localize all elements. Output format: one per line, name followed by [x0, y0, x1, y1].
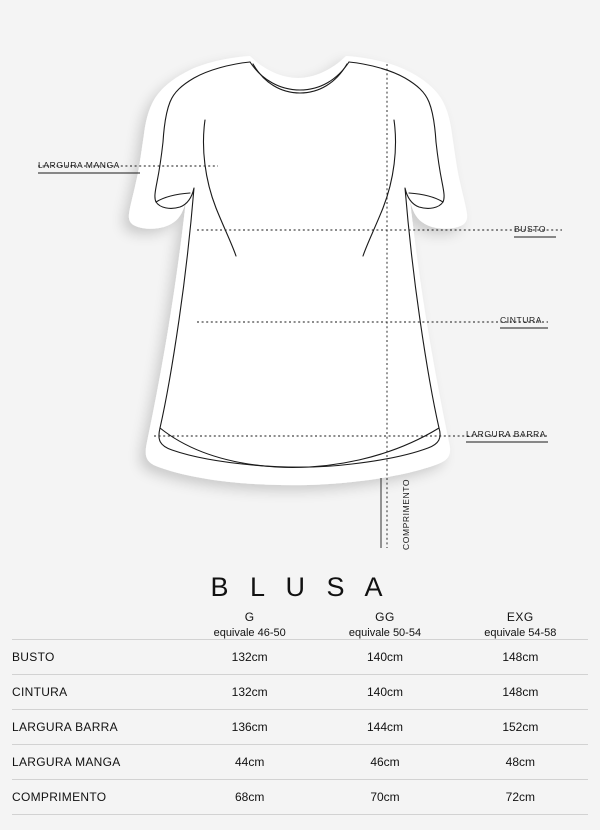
annotation-comprimento: COMPRIMENTO [401, 478, 411, 550]
header-size-exg [453, 610, 588, 640]
cell-largura-barra-exg: 152cm [502, 720, 539, 734]
annotation-largura-barra: LARGURA BARRA [466, 429, 547, 439]
size-table-container [12, 610, 588, 815]
size-table [12, 610, 588, 815]
header-size-gg [317, 610, 452, 640]
cell-busto-g: 132cm [231, 650, 268, 664]
cell-comprimento-g: 68cm [234, 790, 265, 804]
table-row [12, 675, 588, 710]
annotation-busto: BUSTO [514, 224, 547, 234]
header-measure-blank [12, 610, 182, 640]
row-label-cintura: CINTURA [12, 685, 68, 699]
row-label-comprimento: COMPRIMENTO [12, 790, 107, 804]
garment-silhouette [129, 56, 467, 485]
row-label-busto: BUSTO [12, 650, 55, 664]
cell-comprimento-gg: 70cm [370, 790, 400, 804]
cell-cintura-gg: 140cm [366, 685, 403, 699]
size-equivalence-exg: equivale 54-58 [484, 627, 557, 639]
row-label-largura-manga: LARGURA MANGA [12, 755, 121, 769]
table-row [12, 710, 588, 745]
size-equivalence-gg: equivale 50-54 [348, 627, 422, 639]
header-size-g [182, 610, 317, 640]
cell-busto-exg: 148cm [502, 650, 539, 664]
cell-largura-barra-gg: 144cm [366, 720, 403, 734]
cell-cintura-g: 132cm [231, 685, 268, 699]
cell-largura-manga-gg: 46cm [370, 755, 400, 769]
size-table-head [12, 610, 588, 640]
size-table-body [12, 640, 588, 815]
table-row [12, 745, 588, 780]
cell-largura-manga-g: 44cm [234, 755, 265, 769]
cell-comprimento-exg: 72cm [505, 790, 535, 804]
table-row [12, 640, 588, 675]
annotation-largura-manga: LARGURA MANGA [38, 160, 120, 170]
size-equivalence-g: equivale 46-50 [213, 627, 286, 639]
annotation-cintura: CINTURA [500, 315, 542, 325]
size-name-exg: EXG [506, 610, 534, 624]
table-row [12, 780, 588, 815]
cell-cintura-exg: 148cm [502, 685, 539, 699]
cell-largura-manga-exg: 48cm [505, 755, 535, 769]
size-name-gg: GG [375, 610, 395, 624]
cell-largura-barra-g: 136cm [231, 720, 268, 734]
cell-busto-gg: 140cm [366, 650, 403, 664]
row-label-largura-barra: LARGURA BARRA [12, 720, 118, 734]
table-header-row [12, 610, 588, 640]
size-name-g: G [244, 610, 255, 624]
page-title: B L U S A [210, 572, 390, 602]
